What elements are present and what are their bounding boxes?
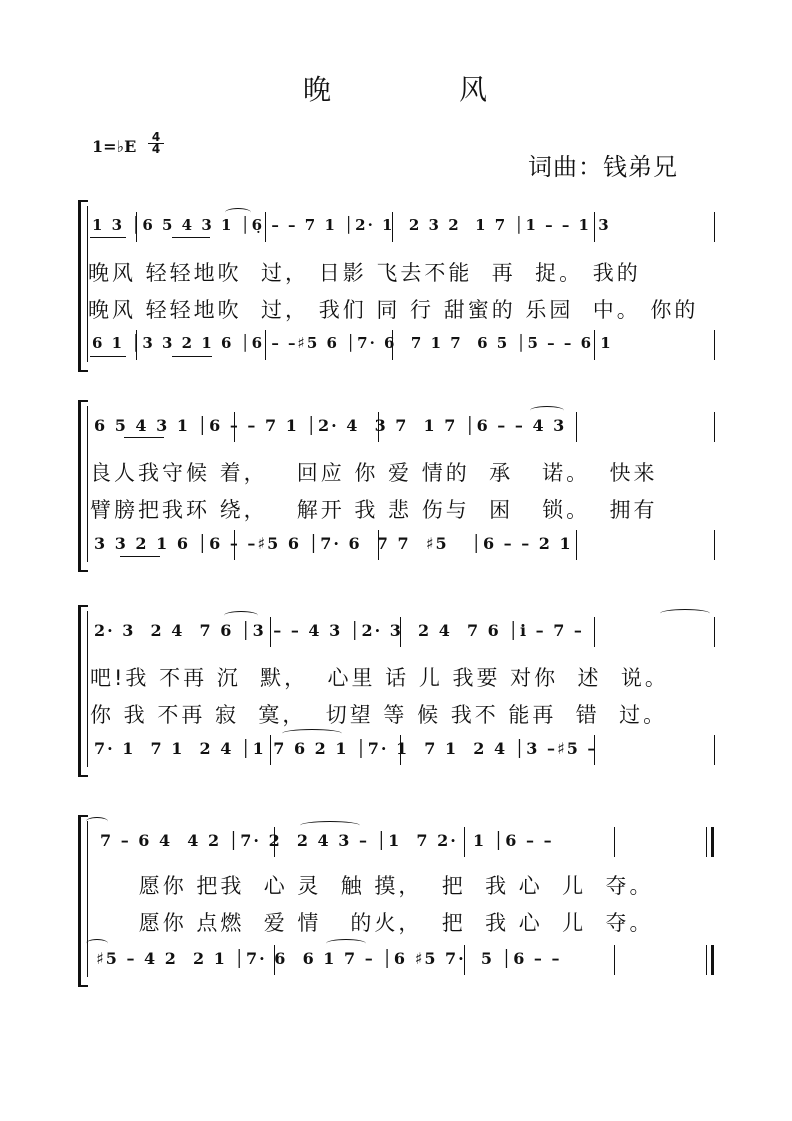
- underline: [90, 237, 126, 238]
- system-3: [0, 605, 792, 775]
- tie: [86, 817, 108, 826]
- melody-line: 1 3 │6 5 4 3 1 │6̣ – – 7 1 │2· 1 2 3 2 1 7 │1 – – 1 3: [92, 216, 611, 234]
- barline: [714, 330, 715, 360]
- key-signature: 1=♭E: [92, 137, 137, 156]
- system-bracket-inner: [87, 611, 88, 767]
- final-barline: [711, 945, 714, 975]
- system-2: [0, 400, 792, 570]
- barline: [714, 212, 715, 242]
- lyrics-verse-2: 臂膀把我环 绕， 解开 我 悲 伤与 困 锁。 拥有: [90, 498, 658, 522]
- melody-line: 2· 3 2 4 7 6 │3 – – 4 3 │2· 3 2 4 7 6 │i – 7 –: [94, 621, 584, 640]
- barline: [614, 945, 615, 975]
- tie: [225, 208, 251, 217]
- barline: [714, 617, 715, 647]
- tie: [282, 729, 342, 738]
- tie: [224, 611, 258, 620]
- tie: [326, 939, 366, 948]
- melody-line: 6 5 4 3 1 │6 – – 7 1 │2· 4 3 7 1 7 │6 – – 4 3: [94, 416, 567, 435]
- lyrics-verse-2: 你 我 不再 寂 寞， 切望 等 候 我不 能再 错 过。: [90, 703, 668, 727]
- system-bracket-inner: [87, 406, 88, 562]
- lyrics-verse-1: 吧!我 不再 沉 默， 心里 话 儿 我要 对你 述 说。: [90, 666, 669, 690]
- barline: [714, 530, 715, 560]
- system-1: [0, 200, 792, 370]
- underline: [120, 556, 160, 557]
- tie: [530, 406, 564, 415]
- melody-line: 7 – 6 4 4 2 │7· 2 2 4 3 – │1 7 2· 1 │6 – –: [100, 831, 554, 850]
- harmony-line: ♯5 – 4 2 2 1 │7· 6 6 1 7 – │6 ♯5 7· 5 │6 – –: [96, 949, 562, 968]
- barline: [714, 735, 715, 765]
- tie: [300, 821, 360, 830]
- barline: [576, 530, 577, 560]
- underline: [90, 356, 126, 357]
- harmony-line: 3 3 2 1 6 │6 – –♯5 6 │7· 6 7 7 ♯5 │6 – – 2 1: [94, 534, 573, 553]
- underline: [172, 237, 210, 238]
- song-title: [0, 68, 792, 108]
- lyrics-verse-1: 良人我守候 着， 回应 你 爱 情的 承 诺。 快来: [90, 461, 658, 485]
- time-signature: [148, 132, 164, 155]
- tie: [660, 609, 710, 618]
- barline: [714, 412, 715, 442]
- title-part-1: 晚: [302, 73, 333, 106]
- barline: [576, 412, 577, 442]
- system-4: [0, 815, 792, 985]
- lyrics-verse-1: 晚风 轻轻地吹 过， 日影 飞去不能 再 捉。 我的: [88, 261, 641, 285]
- time-signature-numerator: 4: [148, 132, 164, 144]
- lyrics-verse-2: 晚风 轻轻地吹 过， 我们 同 行 甜蜜的 乐园 中。 你的: [88, 298, 699, 322]
- credits: 词曲：钱弟兄: [528, 153, 678, 181]
- lyrics-verse-1: 愿你 把我 心 灵 触 摸， 把 我 心 儿 夺。: [100, 874, 654, 898]
- barline: [706, 945, 707, 975]
- underline: [124, 437, 164, 438]
- underline: [172, 356, 212, 357]
- barline: [706, 827, 707, 857]
- barline: [594, 617, 595, 647]
- lyrics-verse-2: 愿你 点燃 爱 情 的火， 把 我 心 儿 夺。: [100, 911, 654, 935]
- title-part-2: 风: [459, 73, 490, 106]
- harmony-line: 7· 1 7 1 2 4 │1 7 6 2 1 │7· 1 7 1 2 4 │3 –♯5 –: [94, 739, 598, 758]
- harmony-line: 6 1 │3 3 2 1 6 │6 – –♯5 6 │7· 6 7 1 7 6 5 │5 – – 6 1: [92, 334, 613, 352]
- time-signature-denominator: 4: [151, 142, 161, 156]
- final-barline: [711, 827, 714, 857]
- tie: [86, 939, 108, 948]
- system-bracket-inner: [87, 821, 88, 977]
- barline: [614, 827, 615, 857]
